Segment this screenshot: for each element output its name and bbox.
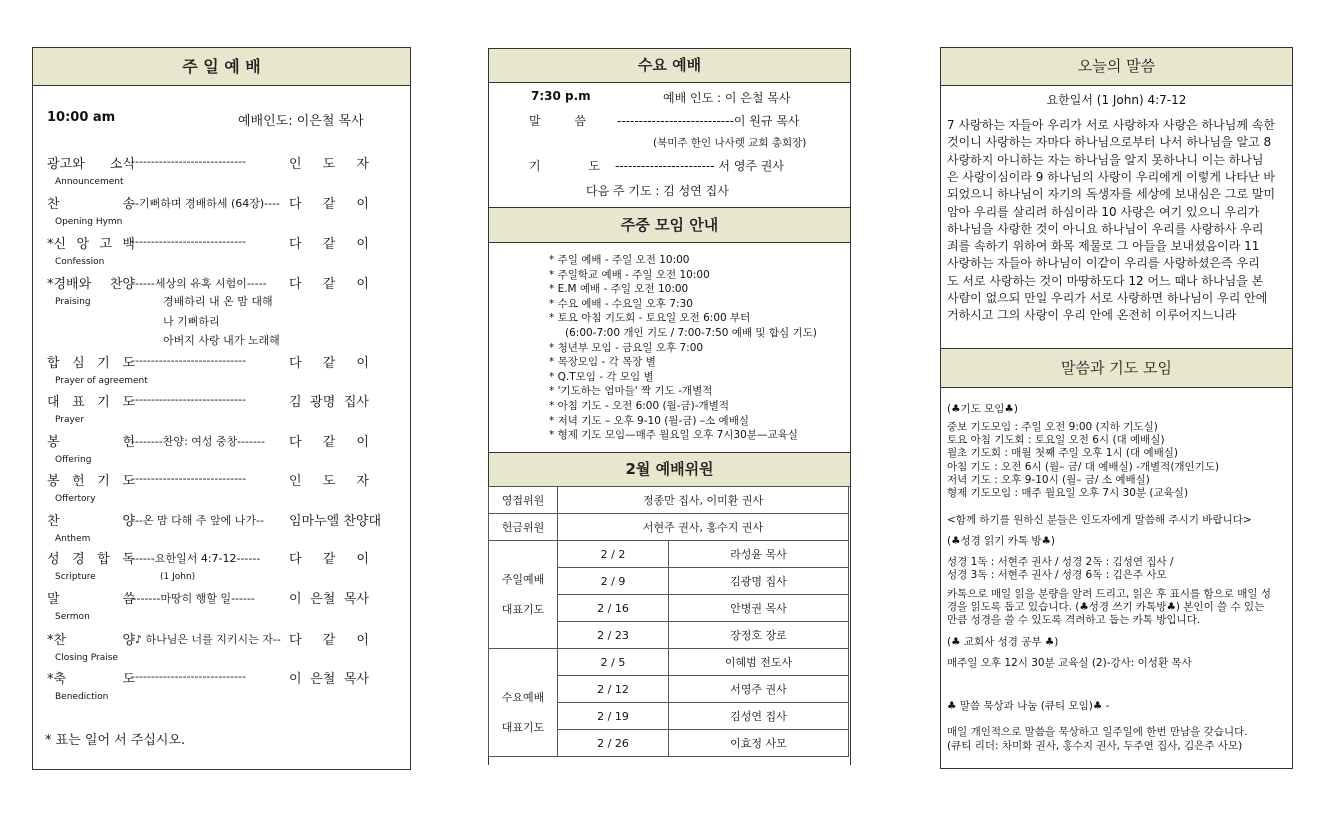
next-week-prayer: 다음 주 기도 : 김 성연 집사	[586, 184, 729, 198]
praise-line-2: 나 기뻐하리	[163, 315, 220, 328]
service-item-detail: -----------------------------	[131, 155, 247, 168]
sunday-service-time: 10:00 am	[47, 110, 116, 125]
service-item-detail: ------요한일서 4:7-12------	[131, 552, 261, 565]
service-item-detail: --------찬양: 여성 중창-------	[131, 435, 265, 448]
duty-date: 2 / 26	[558, 730, 669, 757]
qt-meeting-heading: ♣ 말씀 묵상과 나눔 (큐티 모임)♣ -	[947, 700, 1110, 712]
service-item-english: Offertory	[55, 494, 96, 504]
duty-name: 장정호 장로	[669, 622, 849, 649]
duty-name: 라성윤 목사	[669, 541, 849, 568]
service-item-english: Sermon	[55, 612, 90, 622]
scripture-line: 사랑하지 아니하는 자는 하나님을 알지 못하나니 이는 하나님	[947, 152, 1264, 167]
bible-study-detail: 매주일 오후 12시 30분 교육실 (2)-강사: 이성환 목사	[947, 657, 1192, 669]
wednesday-service-time: 7:30 p.m	[531, 89, 591, 103]
service-item-name: *신 앙 고 백	[47, 237, 135, 252]
prayer-meeting-item: 토요 아침 기도회 : 토요일 오전 6시 (대 예배실)	[947, 434, 1165, 447]
scripture-en-label: (1 John)	[160, 572, 196, 582]
word-prayer-panel	[940, 348, 1293, 769]
duty-name: 김성연 집사	[669, 703, 849, 730]
sunday-service-panel	[32, 47, 411, 770]
service-item-leader: 다 같 이	[289, 435, 369, 450]
kakao-description-line: 만큼 성경을 쓸 수 있도록 격려하고 돕는 카톡 방입니다.	[947, 614, 1201, 627]
service-item-name: 봉 헌 기 도	[47, 474, 135, 489]
prayer-meeting-item: 형제 기도모임 : 매주 월요일 오후 7시 30분 (교육실)	[947, 487, 1189, 499]
service-item-english: Closing Praise	[55, 653, 118, 663]
duty-date: 2 / 23	[558, 622, 669, 649]
scripture-line: 되었으니 하나님이 자기의 독생자를 세상에 보내심은 그로 말미	[947, 187, 1276, 202]
weekly-meeting-item: * 청년부 모임 - 금요일 오후 7:00	[549, 341, 704, 354]
duty-name: 안병권 목사	[669, 595, 849, 622]
wed-prayer-label-1: 수요예배	[501, 690, 545, 704]
sunday-prayer-label	[489, 541, 558, 649]
worship-duty-table	[488, 486, 849, 757]
service-item-name: 합 심 기 도	[47, 356, 135, 371]
wed-sermon-speaker: ---------------------------이 원규 목사	[617, 114, 800, 128]
wednesday-service-leader: 예배 인도 : 이 은철 목사	[663, 91, 791, 105]
weekly-meetings-title: 주중 모임 안내	[489, 208, 850, 243]
service-item-english: Anthem	[55, 534, 91, 544]
service-item-name: *축 도	[47, 672, 135, 687]
word-prayer-title: 말씀과 기도 모임	[941, 349, 1292, 388]
qt-meeting-line: (큐티 리더: 차미화 권사, 홍수지 권사, 두주연 집사, 김은주 사모)	[947, 740, 1243, 752]
offering-value: 서현주 권사, 홍수지 권사	[558, 514, 849, 541]
wed-sermon-note: (북미주 한인 나사렛 교회 총회장)	[653, 137, 807, 149]
service-item-name: *경배와 찬양	[47, 277, 135, 292]
kakao-description-line: 카톡으로 매일 읽을 분량을 알려 드리고, 읽은 후 표시를 함으로 매일 성	[947, 588, 1272, 600]
service-item-name: 봉 헌	[47, 435, 135, 450]
service-item-leader: 다 같 이	[289, 197, 369, 212]
qt-meeting-line: 매일 개인적으로 말씀을 묵상하고 일주일에 한번 만남을 갖습니다.	[947, 726, 1248, 738]
wed-prayer-person: ----------------------- 서 영주 권사	[615, 159, 784, 173]
weekly-meeting-item: * 수요 예배 - 수요일 오후 7:30	[549, 297, 693, 310]
sunday-service-leader: 예배인도: 이은철 목사	[238, 114, 364, 129]
wed-prayer-label	[489, 649, 558, 757]
praise-line-1: 경배하리 내 온 맘 대해	[163, 295, 273, 308]
weekly-meeting-item: * 형제 기도 모임—매주 월요일 오후 7시30분—교육실	[549, 429, 798, 442]
scripture-line: 거하시고 그의 사랑이 우리 안에 온전히 이루어지느니라	[947, 308, 1237, 323]
duty-date: 2 / 2	[558, 541, 669, 568]
service-item-leader: 다 같 이	[289, 356, 369, 371]
weekly-meeting-item: * 토요 아침 기도회 - 토요일 오전 6:00 부터	[549, 312, 751, 325]
scripture-line: 도 서로 사랑하는 것이 마땅하도다 12 어느 때나 하나님을 본	[947, 273, 1264, 288]
offering-label: 헌금위원	[489, 514, 558, 541]
weekly-meeting-item: * 주일학교 예배 - 주일 오전 10:00	[549, 268, 710, 281]
scripture-reference: 요한일서 (1 John) 4:7-12	[1046, 93, 1187, 107]
service-item-name: *찬 양	[47, 633, 135, 648]
weekly-meeting-item: * '기도하는 엄마들' 짝 기도 -개별적	[549, 385, 713, 398]
scripture-line: 은 사랑이심이라 9 하나님의 사랑이 우리에게 이렇게 나타난 바	[947, 169, 1275, 184]
service-item-name: 대 표 기 도	[47, 395, 135, 410]
todays-word-title: 오늘의 말씀	[941, 48, 1292, 86]
service-item-name: 광고와 소식	[47, 157, 135, 172]
sunday-service-title: 주 일 예 배	[33, 48, 410, 86]
wednesday-panel	[488, 48, 851, 209]
service-item-leader: 다 같 이	[289, 277, 369, 292]
prayer-meeting-item: 중보 기도모임 : 주일 오전 9:00 (지하 기도실)	[947, 421, 1158, 433]
service-item-leader: 다 같 이	[289, 633, 369, 648]
scripture-line: 7 사랑하는 자들아 우리가 서로 사랑하자 사랑은 하나님께 속한	[947, 118, 1275, 132]
todays-word-panel	[940, 47, 1293, 350]
service-item-english: Praising	[55, 297, 91, 307]
service-item-english: Scripture	[55, 572, 96, 582]
greeting-label: 영접위원	[489, 487, 558, 514]
weekly-meeting-item: * E.M 예배 - 주일 오전 10:00	[549, 283, 689, 296]
service-item-detail: ---온 맘 다해 주 앞에 나가--	[131, 514, 264, 527]
wed-prayer-label: 기 도	[529, 159, 600, 173]
wed-prayer-label-2: 대표기도	[501, 720, 545, 734]
duty-date: 2 / 9	[558, 568, 669, 595]
duty-name: 이혜범 전도사	[669, 649, 849, 676]
service-item-english: Benediction	[55, 692, 109, 702]
service-item-english: Prayer	[55, 415, 85, 425]
weekly-meeting-item: (6:00-7:00 개인 기도 / 7:00-7:50 예배 및 합심 기도)	[565, 327, 817, 339]
prayer-meeting-item: 저녁 기도 : 오후 9-10시 (월– 금/ 소 예배실)	[947, 473, 1150, 486]
invitation-note: <함께 하기를 원하신 분들은 인도자에게 말씀해 주시기 바랍니다>	[947, 514, 1252, 526]
service-item-english: Confession	[55, 257, 105, 267]
service-item-leader: 임마누엘 찬양대	[289, 514, 382, 529]
service-item-english: Announcement	[55, 177, 124, 187]
wed-sermon-label: 말 씀	[529, 114, 586, 128]
prayer-meeting-heading: (♣기도 모임♣)	[947, 403, 1018, 415]
weekly-meeting-item: * Q.T모임 - 각 모임 별	[549, 370, 654, 383]
service-item-detail: -----------------------------	[131, 472, 247, 485]
prayer-meeting-item: 아침 기도 : 오전 6시 (월– 금/ 대 예배실) -개별적(개인기도)	[947, 460, 1220, 473]
service-item-leader: 김 광명 집사	[289, 395, 369, 410]
service-item-english: Opening Hymn	[55, 217, 123, 227]
scripture-line: 하나님을 사랑한 것이 아니요 하나님이 우리를 사랑하사 우리	[947, 221, 1264, 236]
duty-date: 2 / 12	[558, 676, 669, 703]
duty-name: 서영주 권사	[669, 676, 849, 703]
service-item-detail: -----------------------------	[131, 354, 247, 367]
kakao-description-line: 경을 읽도록 돕고 있습니다. (♣성경 쓰기 카톡방♣) 본인이 쓸 수 있는	[947, 601, 1265, 614]
greeting-value: 정종만 집사, 이미환 권사	[558, 487, 849, 514]
service-item-detail: -----------------------------	[131, 235, 247, 248]
scripture-line: 암아 우리를 살리려 하심이라 10 사랑은 여기 있으니 우리가	[947, 204, 1260, 219]
bible-reading-heading: (♣성경 읽기 카톡 방♣)	[947, 535, 1056, 547]
weekly-meeting-item: * 목장모임 - 각 목장 별	[549, 356, 656, 369]
weekly-meeting-item: * 저녁 기도 – 오후 9-10 (월-금) –소 예배실	[549, 414, 749, 427]
service-item-detail: --기뻐하며 경배하세 (64장)----	[131, 197, 281, 210]
worship-duty-title: 2월 예배위원	[489, 453, 850, 487]
weekly-meeting-item: * 주일 예배 - 주일 오전 10:00	[549, 254, 690, 266]
scripture-line: 사랑하는 자들아 하나님이 이같이 우리를 사랑하셨은즉 우리	[947, 256, 1260, 271]
service-item-leader: 다 같 이	[289, 552, 369, 567]
service-item-detail: -♪ 하나님은 너를 지키시는 자--	[131, 633, 281, 646]
weekly-meeting-item: * 아침 기도 - 오전 6:00 (월-금)-개별적	[549, 400, 729, 412]
sunday-prayer-label-2: 대표기도	[501, 602, 545, 616]
bible-reading-item: 성경 3독 : 서현주 권사 / 성경 6독 : 김은주 사모	[947, 569, 1167, 582]
duty-name: 김광명 집사	[669, 568, 849, 595]
service-item-english: Offering	[55, 455, 92, 465]
service-item-leader: 다 같 이	[289, 237, 369, 252]
duty-date: 2 / 16	[558, 595, 669, 622]
duty-date: 2 / 19	[558, 703, 669, 730]
service-item-name: 말 씀	[47, 592, 135, 607]
service-item-name: 찬 송	[47, 197, 135, 212]
service-item-name: 성 경 합 독	[47, 552, 135, 567]
prayer-meeting-item: 월초 기도회 : 매월 첫째 주일 오후 1시 (대 예배실)	[947, 447, 1179, 460]
scripture-line: 사람이 없으되 만일 우리가 서로 사랑하면 하나님이 우리 안에	[947, 291, 1268, 305]
service-item-detail: -----------------------------	[131, 393, 247, 406]
service-item-detail: –------마땅히 행할 일------	[131, 592, 255, 605]
praise-line-3: 아버지 사랑 내가 노래해	[163, 334, 280, 347]
scripture-line: 것이니 사랑하는 자마다 하나님으로부터 나서 하나님을 알고 8	[947, 135, 1272, 150]
duty-date: 2 / 5	[558, 649, 669, 676]
service-item-leader: 이 은철 목사	[289, 672, 369, 687]
service-item-english: Prayer of agreement	[55, 376, 148, 386]
service-item-leader: 인 도 자	[289, 157, 369, 172]
duty-name: 이효정 사모	[669, 730, 849, 757]
service-item-leader: 이 은철 목사	[289, 592, 369, 607]
standing-footnote: * 표는 일어 서 주십시오.	[45, 733, 186, 748]
sunday-prayer-label-1: 주일예배	[501, 572, 545, 586]
service-item-name: 찬 양	[47, 514, 135, 529]
service-item-leader: 인 도 자	[289, 474, 369, 489]
service-item-detail: -----------------------------	[131, 670, 247, 683]
scripture-line: 죄를 속하기 위하여 화목 제물로 그 아들을 보내셨음이라 11	[947, 239, 1260, 254]
wednesday-service-title: 수요 예배	[489, 49, 850, 83]
weekly-meetings-panel	[488, 207, 851, 454]
bible-reading-item: 성경 1독 : 서현주 권사 / 성경 2독 : 김성연 집사 /	[947, 556, 1174, 568]
service-item-detail: ------세상의 유혹 시험이-----	[131, 277, 267, 290]
bible-study-heading: (♣ 교회사 성경 공부 ♣)	[947, 636, 1059, 648]
